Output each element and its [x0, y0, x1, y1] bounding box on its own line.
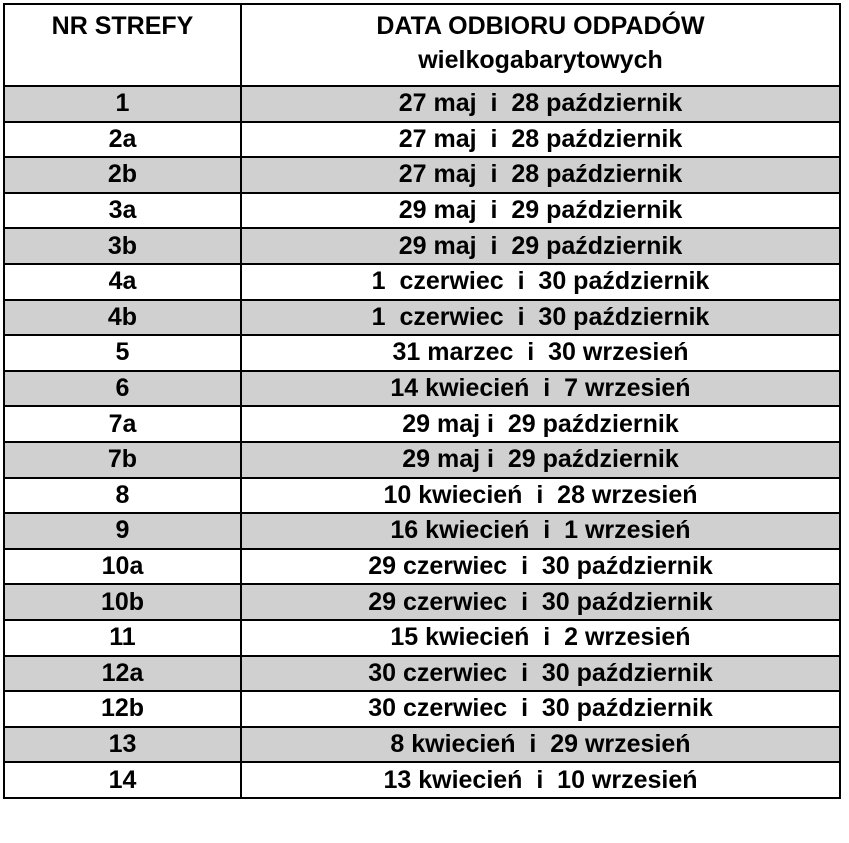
- zone-cell: 13: [4, 727, 241, 763]
- dates-cell: 10 kwiecień i 28 wrzesień: [241, 478, 840, 514]
- table-row: [4, 691, 840, 727]
- table-row: [4, 727, 840, 763]
- collection-schedule-table: [3, 3, 841, 799]
- dates-cell: 13 kwiecień i 10 wrzesień: [241, 762, 840, 798]
- dates-cell: 16 kwiecień i 1 wrzesień: [241, 513, 840, 549]
- dates-cell: 30 czerwiec i 30 październik: [241, 691, 840, 727]
- table-row: [4, 264, 840, 300]
- zone-cell: 11: [4, 620, 241, 656]
- zone-cell: 6: [4, 371, 241, 407]
- dates-cell: 29 maj i 29 październik: [241, 193, 840, 229]
- table-row: [4, 86, 840, 122]
- dates-cell: 30 czerwiec i 30 październik: [241, 656, 840, 692]
- table-row: [4, 335, 840, 371]
- table-row: [4, 228, 840, 264]
- dates-cell: 27 maj i 28 październik: [241, 157, 840, 193]
- zone-cell: 12b: [4, 691, 241, 727]
- dates-cell: 1 czerwiec i 30 październik: [241, 264, 840, 300]
- dates-cell: 27 maj i 28 październik: [241, 86, 840, 122]
- table-row: [4, 157, 840, 193]
- zone-cell: 9: [4, 513, 241, 549]
- table-row: [4, 656, 840, 692]
- dates-cell: 1 czerwiec i 30 październik: [241, 300, 840, 336]
- zone-cell: 8: [4, 478, 241, 514]
- table-row: [4, 513, 840, 549]
- zone-cell: 2b: [4, 157, 241, 193]
- zone-cell: 14: [4, 762, 241, 798]
- zone-cell: 4b: [4, 300, 241, 336]
- schedule-rows: [4, 86, 840, 798]
- dates-cell: 29 maj i 29 październik: [241, 228, 840, 264]
- table-row: [4, 193, 840, 229]
- dates-cell: 29 czerwiec i 30 październik: [241, 549, 840, 585]
- dates-cell: 29 maj i 29 październik: [241, 406, 840, 442]
- table-row: [4, 122, 840, 158]
- zone-cell: 3a: [4, 193, 241, 229]
- dates-cell: 27 maj i 28 październik: [241, 122, 840, 158]
- zone-cell: 10a: [4, 549, 241, 585]
- dates-cell: 29 maj i 29 październik: [241, 442, 840, 478]
- table-row: [4, 371, 840, 407]
- zone-cell: 2a: [4, 122, 241, 158]
- table-row: [4, 406, 840, 442]
- zone-cell: 3b: [4, 228, 241, 264]
- dates-cell: 8 kwiecień i 29 wrzesień: [241, 727, 840, 763]
- table-row: [4, 442, 840, 478]
- table-row: [4, 762, 840, 798]
- dates-cell: 29 czerwiec i 30 październik: [241, 584, 840, 620]
- zone-cell: 1: [4, 86, 241, 122]
- table-row: [4, 549, 840, 585]
- table-row: [4, 620, 840, 656]
- collection-schedule-table-wrapper: [3, 3, 839, 799]
- zone-column-header-label: NR STREFY: [51, 12, 194, 40]
- table-row: [4, 584, 840, 620]
- zone-cell: 5: [4, 335, 241, 371]
- date-column-header-line2: wielkogabarytowych: [418, 46, 663, 74]
- header-row: [4, 4, 840, 86]
- dates-cell: 15 kwiecień i 2 wrzesień: [241, 620, 840, 656]
- zone-cell: 7b: [4, 442, 241, 478]
- dates-cell: 14 kwiecień i 7 wrzesień: [241, 371, 840, 407]
- zone-cell: 12a: [4, 656, 241, 692]
- zone-cell: 4a: [4, 264, 241, 300]
- date-column-header-line1: DATA ODBIORU ODPADÓW: [376, 12, 705, 40]
- dates-cell: 31 marzec i 30 wrzesień: [241, 335, 840, 371]
- date-column-header: [241, 4, 840, 86]
- table-row: [4, 300, 840, 336]
- zone-column-header: [4, 4, 241, 86]
- table-row: [4, 478, 840, 514]
- zone-cell: 7a: [4, 406, 241, 442]
- zone-cell: 10b: [4, 584, 241, 620]
